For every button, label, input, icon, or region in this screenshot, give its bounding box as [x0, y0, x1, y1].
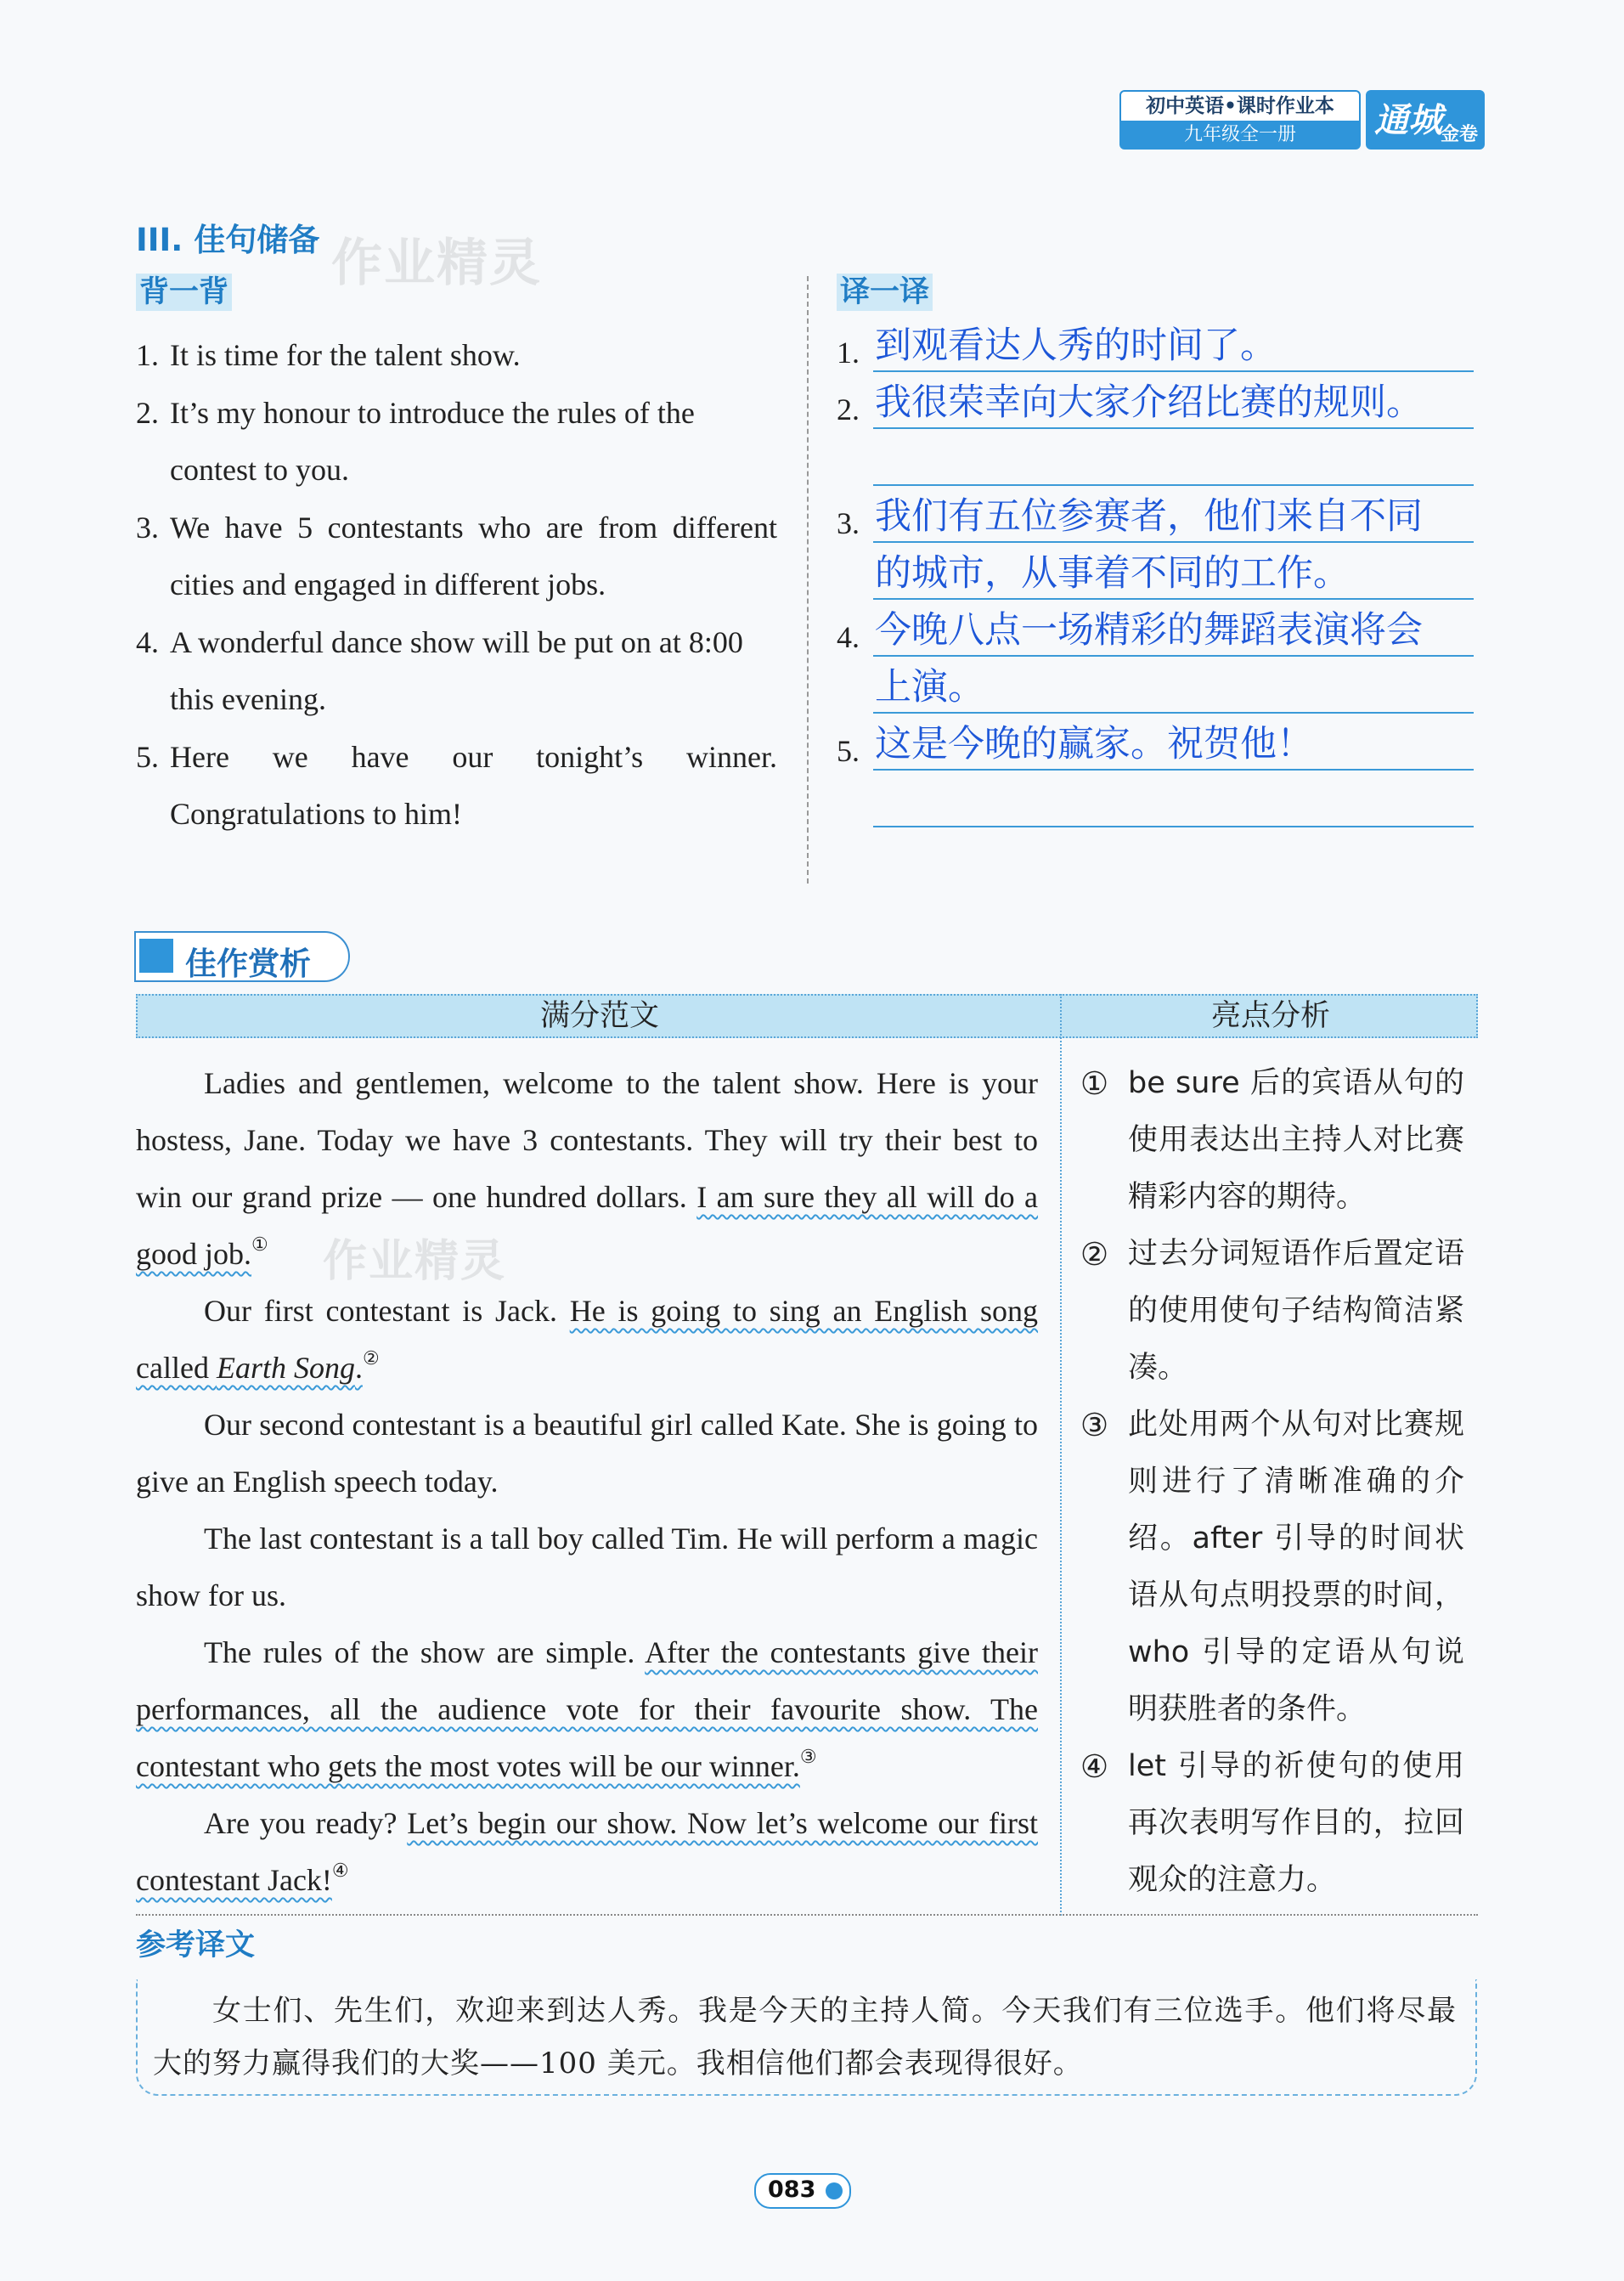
item-number: 3. [136, 510, 159, 545]
answer-line [873, 427, 1474, 429]
answer-line [873, 655, 1474, 657]
answer-line [873, 370, 1474, 372]
analysis-item [1080, 1738, 1464, 1909]
analysis-item [1080, 1055, 1464, 1226]
essay-column-header: 满分范文 [539, 999, 659, 1033]
essay-paragraph [136, 1624, 1038, 1795]
item-number: 4. [837, 620, 860, 654]
annotation-marker: ④ [331, 1860, 349, 1881]
english-sentence: We have 5 contestants who are from different cities and engaged in different jobs. [170, 510, 777, 601]
handwritten-answer: 今晚八点一场精彩的舞蹈表演将会 [875, 609, 1423, 652]
essay-text: The rules of the show are simple. [204, 1635, 646, 1669]
item-number: 4. [136, 624, 159, 659]
list-item [136, 327, 777, 385]
annotation-marker: ② [1080, 1236, 1109, 1273]
reference-text: 女士们、先生们，欢迎来到达人秀。我是今天的主持人简。今天我们有三位选手。他们将尽最大的努力赢得我们的大奖——100 美元。我相信他们都会表现得很好。 [153, 1994, 1457, 2081]
essay-text: He is going to sing an English song called [136, 1294, 1039, 1385]
essay-text: Are you ready? [204, 1806, 408, 1840]
essay-text: Our first contestant is Jack. [204, 1294, 570, 1328]
translation-line [837, 487, 1474, 543]
handwritten-answer: 到观看达人秀的时间了。 [875, 325, 1277, 367]
annotation-marker: ③ [799, 1746, 817, 1767]
item-number: 1. [837, 336, 860, 370]
appreciation-tag [134, 931, 350, 982]
answer-line [873, 484, 1474, 486]
essay-paragraph [136, 1795, 1038, 1909]
square-icon [139, 939, 173, 973]
analysis-list [1080, 1055, 1464, 1909]
translation-line [837, 316, 1474, 372]
handwritten-answer: 上演。 [875, 666, 984, 709]
analysis-text: let 引导的祈使句的使用再次表明写作目的，拉回观众的注意力。 [1128, 1749, 1464, 1897]
column-divider [807, 276, 809, 884]
essay-paragraph [136, 1055, 1038, 1283]
analysis-item [1080, 1226, 1464, 1397]
essay-text: Ladies and gentlemen, welcome to the talent show. Here is your hostess, Jane. Today we have 3 contestants. They will try their best to win our grand prize — one hundred dollars. [136, 1066, 1038, 1214]
analysis-item [1080, 1397, 1464, 1738]
essay-text: . [354, 1351, 363, 1385]
list-item [136, 729, 777, 844]
english-sentence: It is time for the talent show. [170, 338, 521, 372]
handwritten-answer: 这是今晚的赢家。祝贺他！ [875, 723, 1313, 765]
brand-logo [1366, 90, 1485, 150]
english-sentence: Here we have our tonight’s winner. Congratulations to him! [170, 739, 777, 831]
section-title: III. 佳句储备 [136, 222, 320, 258]
appreciation-title: 佳作赏析 [185, 946, 311, 982]
watermark: 作业精灵 [331, 234, 542, 293]
list-item [136, 614, 777, 729]
brand-sub: 金卷 [1440, 124, 1478, 145]
annotation-marker: ② [362, 1347, 380, 1369]
annotation-marker: ① [1080, 1065, 1109, 1102]
handwritten-answer: 的城市，从事着不同的工作。 [875, 552, 1350, 595]
watermark: 作业精灵 [323, 1236, 507, 1287]
english-sentence: It’s my honour to introduce the rules of the contest to you. [170, 395, 695, 487]
english-sentence-list [136, 327, 777, 844]
english-sentence: A wonderful dance show will be put on at 8:00 this evening. [170, 624, 743, 716]
analysis-text: be sure 后的宾语从句的使用表达出主持人对比赛精彩内容的期待。 [1128, 1066, 1464, 1214]
annotation-marker: ③ [1080, 1407, 1109, 1443]
handwritten-answer: 我们有五位参赛者，他们来自不同 [875, 495, 1423, 538]
header-badge [1119, 90, 1485, 150]
list-item [136, 385, 777, 500]
translation-line [837, 544, 1474, 600]
column-divider [1060, 994, 1062, 1916]
answer-line [873, 769, 1474, 771]
translate-label: 译一译 [837, 274, 933, 311]
translation-line [837, 771, 1474, 827]
page-number [754, 2173, 851, 2209]
essay-paragraph: The last contestant is a tall boy called Tim. He will perform a magic show for us. [136, 1522, 1038, 1612]
item-number: 5. [837, 734, 860, 768]
analysis-column-header: 亮点分析 [1210, 999, 1330, 1033]
model-essay [136, 1055, 1038, 1909]
item-number: 2. [136, 395, 159, 430]
reference-label: 参考译文 [136, 1928, 256, 1962]
annotation-marker: ① [251, 1234, 268, 1255]
handwritten-answer: 我很荣幸向大家介绍比赛的规则。 [875, 381, 1423, 424]
grade-label: 九年级全一册 [1119, 121, 1361, 150]
table-bottom-border [136, 1914, 1478, 1916]
analysis-text: 此处用两个从句对比赛规则进行了清晰准确的介绍。after 引导的时间状语从句点明投票的时间，who 引导的定语从句说明获胜者的条件。 [1128, 1408, 1464, 1726]
essay-paragraph [136, 1283, 1038, 1397]
item-number: 5. [136, 739, 159, 774]
translation-line [837, 714, 1474, 771]
annotation-marker: ④ [1080, 1748, 1109, 1785]
translation-line [837, 658, 1474, 714]
reference-box [136, 1979, 1477, 2096]
translation-line [837, 430, 1474, 486]
dot-icon [826, 2182, 843, 2199]
highlight-sentence: I am sure they all will do a good job. [136, 1180, 1039, 1271]
brand-name: 通城 [1374, 101, 1442, 140]
highlight-sentence: Let’s begin our show. Now let’s welcome our first contestant Jack! [136, 1806, 1039, 1897]
item-number: 1. [136, 338, 159, 372]
answer-line [873, 712, 1474, 714]
highlight-sentence: After the contestants give their performances, all the audience vote for their favourite show. The contestant who gets the most votes will be our winner. [136, 1635, 1038, 1783]
essay-table [136, 994, 1478, 1916]
table-header [136, 994, 1478, 1038]
list-item [136, 500, 777, 614]
answer-line [873, 598, 1474, 600]
answer-line [873, 826, 1474, 827]
item-number: 3. [837, 506, 860, 540]
song-title: Earth Song [216, 1351, 355, 1385]
item-number: 2. [837, 392, 860, 426]
translation-line [837, 373, 1474, 429]
translation-line [837, 601, 1474, 657]
essay-paragraph: Our second contestant is a beautiful girl called Kate. She is going to give an English speech today. [136, 1408, 1038, 1499]
page-number-text: 083 [768, 2177, 816, 2203]
recite-label: 背一背 [136, 274, 232, 311]
analysis-text: 过去分词短语作后置定语的使用使句子结构简洁紧凑。 [1128, 1237, 1464, 1385]
answer-line [873, 541, 1474, 543]
series-title: 初中英语•课时作业本 [1119, 90, 1361, 122]
